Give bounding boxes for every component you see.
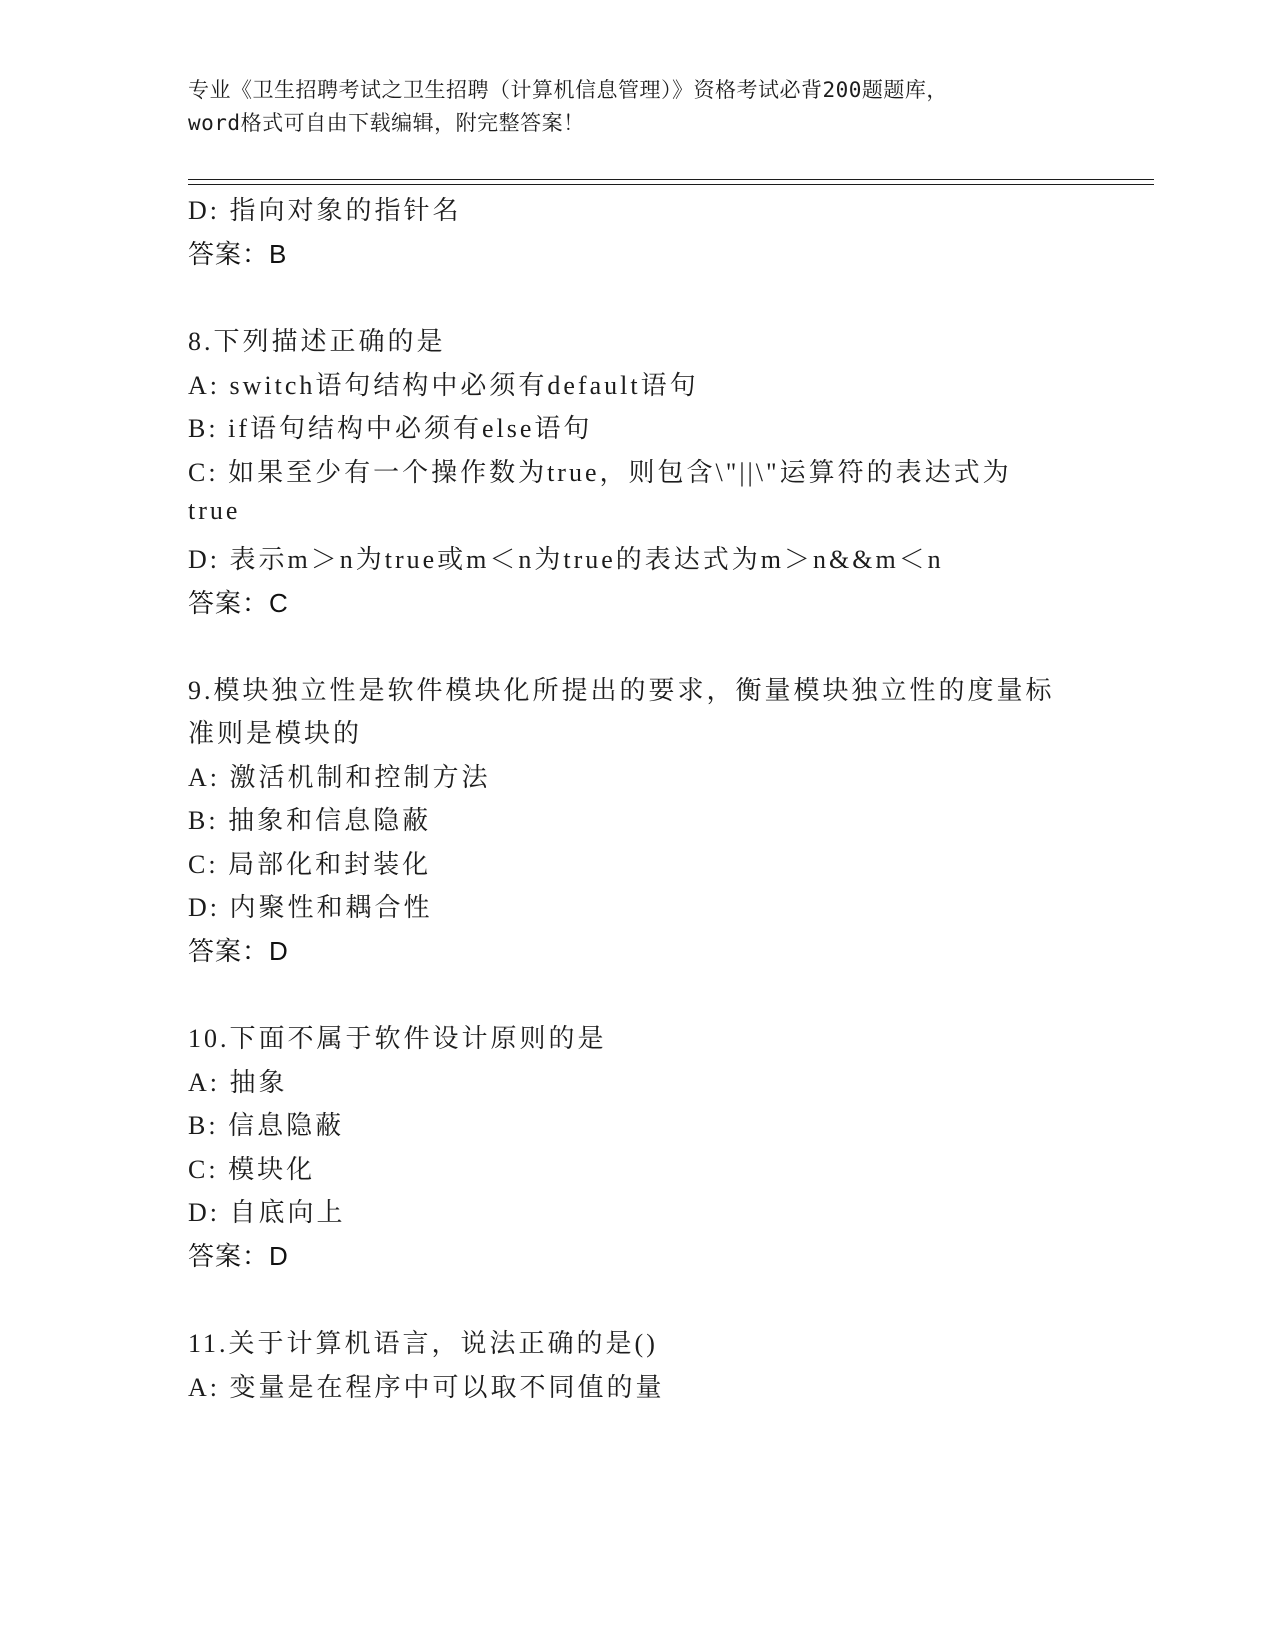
header-line-1: 专业《卫生招聘考试之卫生招聘（计算机信息管理）》资格考试必背200题题库， bbox=[188, 78, 948, 102]
q9-option-a: A: 激活机制和控制方法 bbox=[188, 763, 491, 792]
q8-option-a: A: switch语句结构中必须有default语句 bbox=[188, 371, 699, 400]
q8-option-c-cont: true bbox=[188, 496, 241, 525]
q8-stem: 8.下列描述正确的是 bbox=[188, 327, 446, 356]
header-divider-bottom bbox=[188, 184, 1154, 185]
q9-option-b: B: 抽象和信息隐蔽 bbox=[188, 806, 432, 835]
q10-option-c: C: 模块化 bbox=[188, 1155, 316, 1184]
header-divider-top bbox=[188, 179, 1154, 180]
prev-answer: 答案：B bbox=[188, 239, 288, 269]
q10-answer: 答案：D bbox=[188, 1241, 289, 1271]
q10-option-d: D: 自底向上 bbox=[188, 1198, 346, 1227]
q9-stem: 9.模块独立性是软件模块化所提出的要求，衡量模块独立性的度量标 bbox=[188, 676, 1055, 705]
q8-answer: 答案：C bbox=[188, 588, 289, 618]
q10-option-a: A: 抽象 bbox=[188, 1068, 288, 1097]
q11-stem: 11.关于计算机语言，说法正确的是() bbox=[188, 1329, 658, 1358]
document-header bbox=[188, 74, 1088, 140]
q11-option-a: A: 变量是在程序中可以取不同值的量 bbox=[188, 1373, 665, 1402]
q9-option-d: D: 内聚性和耦合性 bbox=[188, 893, 433, 922]
q9-option-c: C: 局部化和封装化 bbox=[188, 850, 432, 879]
q8-option-d: D: 表示m＞n为true或m＜n为true的表达式为m＞n&&m＜n bbox=[188, 545, 944, 574]
q9-answer: 答案：D bbox=[188, 936, 289, 966]
q8-option-c: C: 如果至少有一个操作数为true，则包含\"||\"运算符的表达式为 bbox=[188, 458, 1012, 487]
q10-option-b: B: 信息隐蔽 bbox=[188, 1111, 345, 1140]
q9-stem-cont: 准则是模块的 bbox=[188, 719, 363, 748]
q10-stem: 10.下面不属于软件设计原则的是 bbox=[188, 1024, 607, 1053]
header-line-2: word格式可自由下载编辑，附完整答案！ bbox=[188, 111, 585, 135]
prev-option-d: D: 指向对象的指针名 bbox=[188, 196, 462, 225]
q8-option-b: B: if语句结构中必须有else语句 bbox=[188, 414, 593, 443]
